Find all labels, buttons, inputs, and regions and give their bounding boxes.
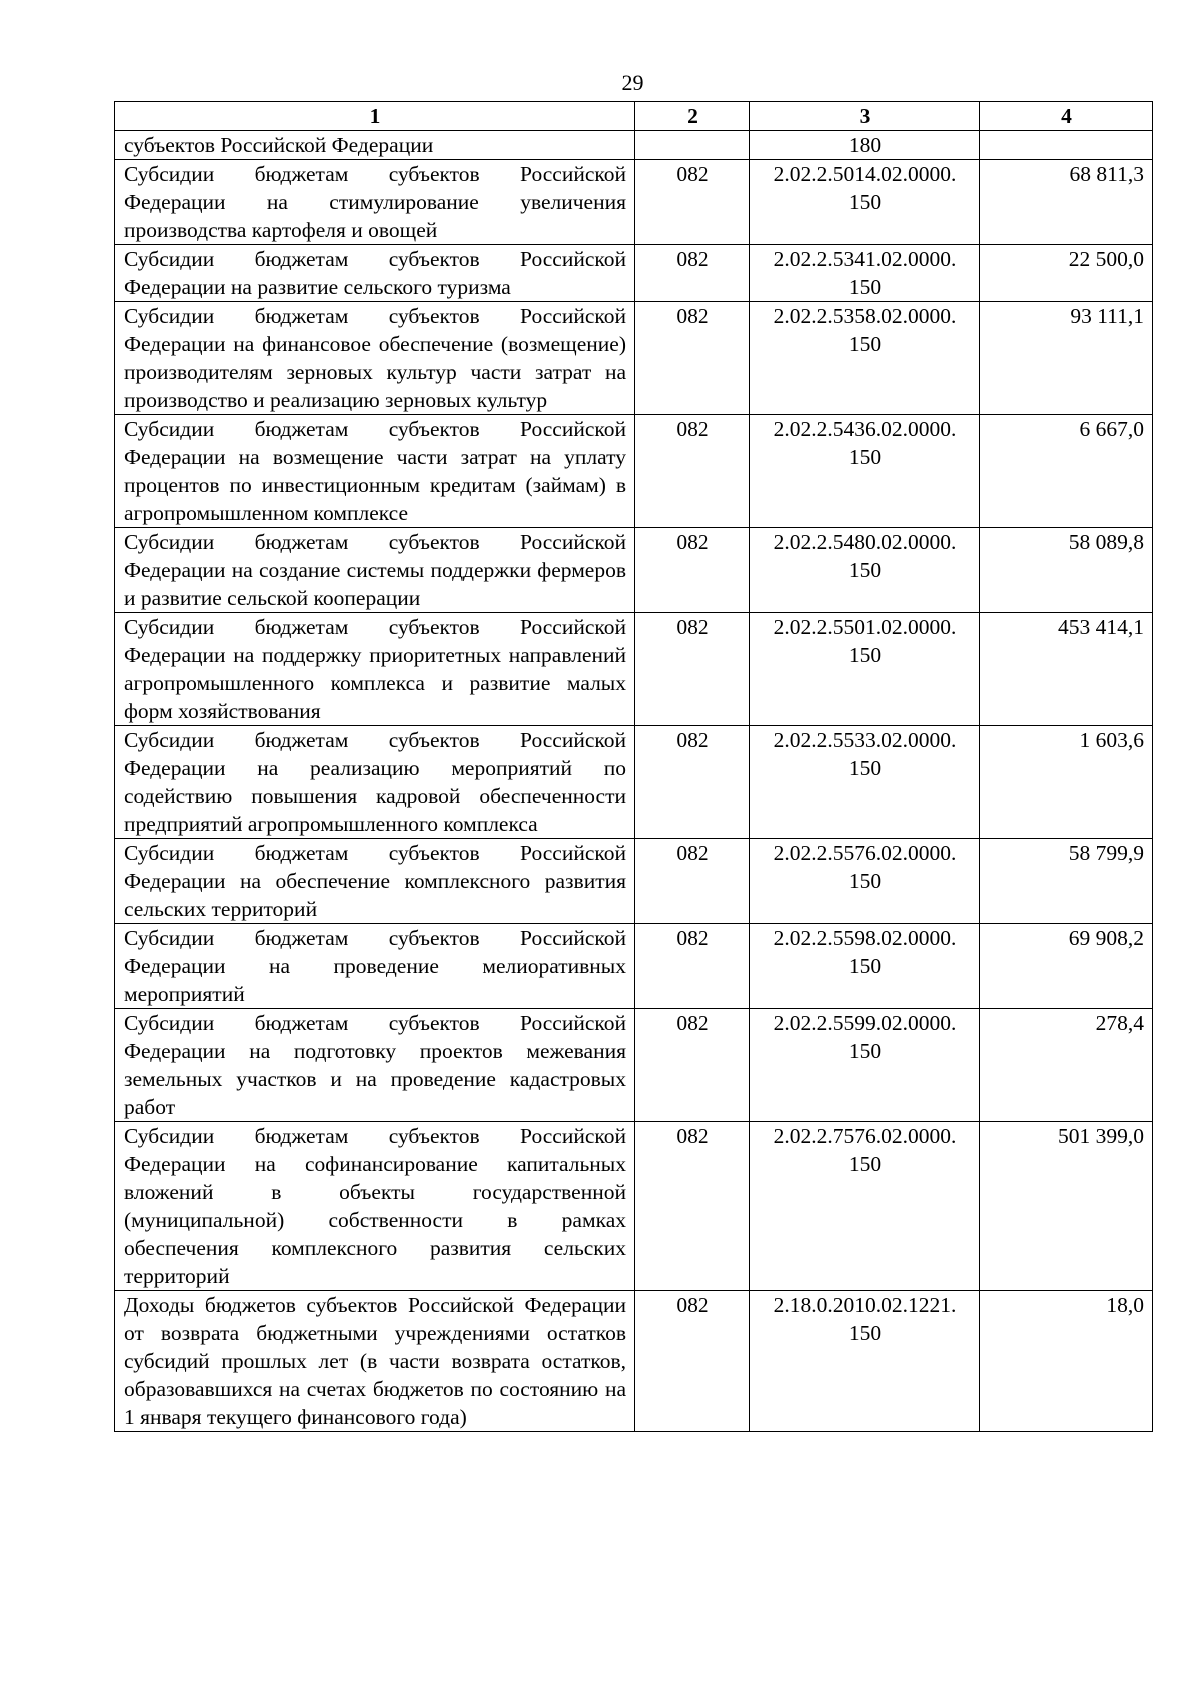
- table-row: [115, 726, 1153, 839]
- row-description: Субсидии бюджетам субъектов Российской Федерации на возмещение части затрат на уплату процентов по инвестиционным кредитам (займам) в агропромышленном комплексе: [115, 415, 635, 528]
- row-budget-code: 2.02.2.5501.02.0000. 150: [750, 613, 980, 726]
- row-budget-code: 2.02.2.5598.02.0000. 150: [750, 924, 980, 1009]
- table-row: [115, 1009, 1153, 1122]
- row-budget-code: 2.02.2.5599.02.0000. 150: [750, 1009, 980, 1122]
- row-description: субъектов Российской Федерации: [115, 131, 635, 160]
- row-budget-code: 2.02.2.5358.02.0000. 150: [750, 302, 980, 415]
- table-row: [115, 1291, 1153, 1432]
- row-admin-code: 082: [635, 839, 750, 924]
- row-budget-code: 2.02.2.5341.02.0000. 150: [750, 245, 980, 302]
- row-amount: 22 500,0: [980, 245, 1153, 302]
- row-amount: [980, 131, 1153, 160]
- header-row: [115, 102, 1153, 131]
- row-budget-code: 2.18.0.2010.02.1221. 150: [750, 1291, 980, 1432]
- row-budget-code: 2.02.2.5576.02.0000. 150: [750, 839, 980, 924]
- row-description: Субсидии бюджетам субъектов Российской Федерации на обеспечение комплексного развития сельских территорий: [115, 839, 635, 924]
- row-budget-code: 2.02.2.5436.02.0000. 150: [750, 415, 980, 528]
- row-amount: 58 799,9: [980, 839, 1153, 924]
- row-budget-code: 2.02.2.5014.02.0000. 150: [750, 160, 980, 245]
- row-amount: 453 414,1: [980, 613, 1153, 726]
- row-admin-code: 082: [635, 1122, 750, 1291]
- row-amount: 58 089,8: [980, 528, 1153, 613]
- table-row: [115, 613, 1153, 726]
- row-admin-code: 082: [635, 528, 750, 613]
- row-admin-code: 082: [635, 613, 750, 726]
- row-description: Субсидии бюджетам субъектов Российской Федерации на создание системы поддержки фермеров и развитие сельской кооперации: [115, 528, 635, 613]
- row-admin-code: 082: [635, 245, 750, 302]
- table-row: [115, 924, 1153, 1009]
- row-description: Субсидии бюджетам субъектов Российской Федерации на стимулирование увеличения производства картофеля и овощей: [115, 160, 635, 245]
- table-row: [115, 839, 1153, 924]
- page-number: 29: [621, 70, 644, 95]
- row-description: Субсидии бюджетам субъектов Российской Федерации на поддержку приоритетных направлений агропромышленного комплекса и развитие малых форм хозяйствования: [115, 613, 635, 726]
- table-row: [115, 160, 1153, 245]
- row-amount: 1 603,6: [980, 726, 1153, 839]
- row-admin-code: 082: [635, 160, 750, 245]
- row-admin-code: 082: [635, 302, 750, 415]
- row-description: Субсидии бюджетам субъектов Российской Федерации на софинансирование капитальных вложений в объекты государственной (муниципальной) собственности в рамках обеспечения комплексного развития сельских территорий: [115, 1122, 635, 1291]
- table-row: [115, 528, 1153, 613]
- row-description: Доходы бюджетов субъектов Российской Федерации от возврата бюджетными учреждениями остатков субсидий прошлых лет (в части возврата остатков, образовавшихся на счетах бюджетов по состоянию на 1 января текущего финансового года): [115, 1291, 635, 1432]
- row-budget-code: 2.02.2.5533.02.0000. 150: [750, 726, 980, 839]
- row-admin-code: [635, 131, 750, 160]
- column-header-3: 3: [750, 102, 980, 131]
- row-description: Субсидии бюджетам субъектов Российской Федерации на проведение мелиоративных мероприятий: [115, 924, 635, 1009]
- row-budget-code: 2.02.2.5480.02.0000. 150: [750, 528, 980, 613]
- table-row: [115, 131, 1153, 160]
- table-row: [115, 415, 1153, 528]
- row-amount: 6 667,0: [980, 415, 1153, 528]
- table-row: [115, 302, 1153, 415]
- row-admin-code: 082: [635, 726, 750, 839]
- column-header-1: 1: [115, 102, 635, 131]
- row-description: Субсидии бюджетам субъектов Российской Федерации на финансовое обеспечение (возмещение) производителям зерновых культур части затрат на производство и реализацию зерновых культур: [115, 302, 635, 415]
- row-admin-code: 082: [635, 924, 750, 1009]
- table-row: [115, 245, 1153, 302]
- row-description: Субсидии бюджетам субъектов Российской Федерации на развитие сельского туризма: [115, 245, 635, 302]
- row-amount: 278,4: [980, 1009, 1153, 1122]
- row-amount: 68 811,3: [980, 160, 1153, 245]
- budget-table: [114, 101, 1153, 1432]
- row-admin-code: 082: [635, 1291, 750, 1432]
- row-amount: 69 908,2: [980, 924, 1153, 1009]
- row-amount: 93 111,1: [980, 302, 1153, 415]
- table-row: [115, 1122, 1153, 1291]
- row-budget-code: 180: [750, 131, 980, 160]
- column-header-2: 2: [635, 102, 750, 131]
- row-description: Субсидии бюджетам субъектов Российской Федерации на реализацию мероприятий по содействию повышения кадровой обеспеченности предприятий агропромышленного комплекса: [115, 726, 635, 839]
- row-admin-code: 082: [635, 415, 750, 528]
- row-description: Субсидии бюджетам субъектов Российской Федерации на подготовку проектов межевания земельных участков и на проведение кадастровых работ: [115, 1009, 635, 1122]
- row-amount: 501 399,0: [980, 1122, 1153, 1291]
- row-budget-code: 2.02.2.7576.02.0000. 150: [750, 1122, 980, 1291]
- column-header-4: 4: [980, 102, 1153, 131]
- row-amount: 18,0: [980, 1291, 1153, 1432]
- row-admin-code: 082: [635, 1009, 750, 1122]
